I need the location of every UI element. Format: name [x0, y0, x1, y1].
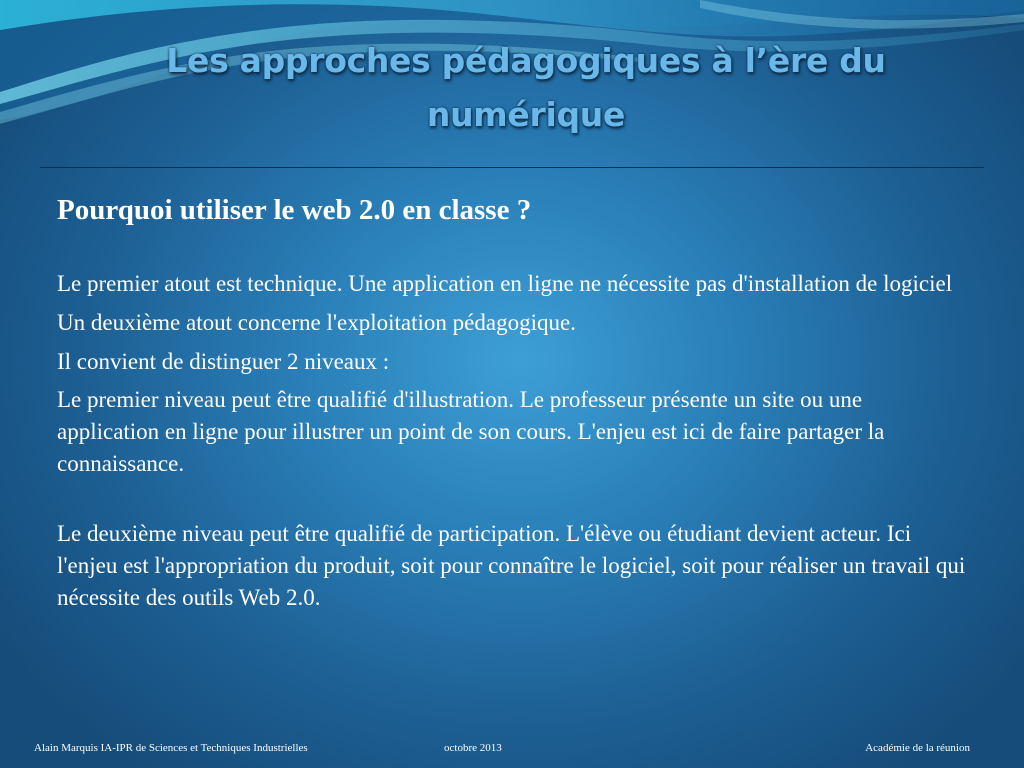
paragraph-2: Un deuxième atout concerne l'exploitation pédagogique. — [57, 310, 576, 335]
paragraph-5: Le deuxième niveau peut être qualifié de participation. L'élève ou étudiant devient acteur. Ici l'enjeu est l'appropriation du produit, soit pour connaître le logiciel, soit pour réaliser un travail qui nécessite des outils Web 2.0. — [57, 521, 966, 610]
section-heading: Pourquoi utiliser le web 2.0 en classe ? — [57, 194, 532, 226]
footer-author: Alain Marquis IA-IPR de Sciences et Techniques Industrielles — [34, 742, 308, 754]
paragraph-4: Le premier niveau peut être qualifié d'illustration. Le professeur présente un site ou une application en ligne pour illustrer un point de son cours. L'enjeu est ici de faire partager la connaissance. — [57, 387, 885, 476]
footer-date: octobre 2013 — [444, 742, 502, 754]
paragraph-1: Le premier atout est technique. Une application en ligne ne nécessite pas d'installation de logiciel — [57, 271, 953, 296]
slide-title: Les approches pédagogiques à l’ère du numérique — [166, 41, 886, 134]
title-divider — [40, 167, 984, 168]
slide-body — [57, 190, 967, 614]
paragraph-3: Il convient de distinguer 2 niveaux : — [57, 349, 390, 374]
footer-institution: Académie de la réunion — [865, 742, 970, 754]
